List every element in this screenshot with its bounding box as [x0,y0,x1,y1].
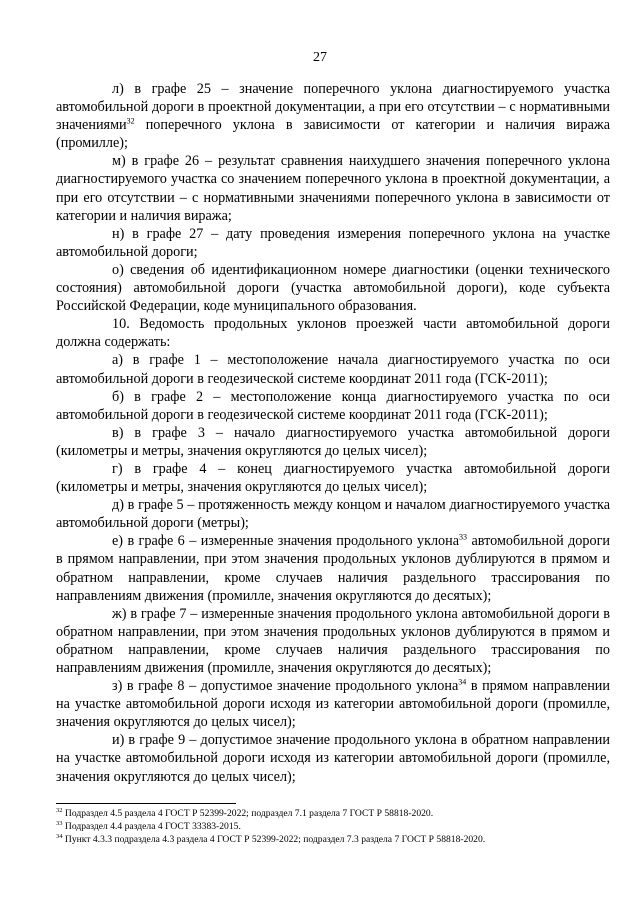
footnote-text: Подраздел 4.5 раздела 4 ГОСТ Р 52399-2022; подраздел 7.1 раздела 7 ГОСТ Р 58818-2020. [62,808,434,819]
paragraph-text: г) в графе 4 – конец диагностируемого участка автомобильной дороги (километры и метры, значения округляются до целых чисел); [56,460,610,496]
paragraph-text: м) в графе 26 – результат сравнения наихудшего значения поперечного уклона диагностируемого участка со значением поперечного уклона в проектной документации, а при его отсутствии – с нормативными значениями поперечного уклона в зависимости от категории и наличия виража; [56,153,610,224]
paragraph-text-tail: автомобильной дороги в прямом направлении, при этом значения продольных уклонов дублируются в прямом и обратном направлении, кроме случаев наличия раздельного трассирования по направлениям движения (промилле, значения округляются до десятых); [56,533,610,604]
footnote-number: 34 [56,832,63,840]
page-number: 27 [313,50,327,65]
paragraph-text: б) в графе 2 – местоположение конца диагностируемого участка по оси автомобильной дороги в геодезической системе координат 2011 года (ГСК-2011); [56,388,610,423]
paragraph [56,677,610,731]
paragraph-text: д) в графе 5 – протяженность между концом и началом диагностируемого участка автомобильной дороги (метры); [56,497,610,532]
paragraph-text: в) в графе 3 – начало диагностируемого участка автомобильной дороги (километры и метры, значения округляются до целых чисел); [56,424,610,459]
paragraph-text: о) сведения об идентификационном номере диагностики (оценки технического состояния) автомобильной дороги (участка автомобильной дороги), коде субъекта Российской Федерации, коде муниципального образования. [56,261,610,315]
paragraph-text-tail: поперечного уклона в зависимости от категории и наличия виража (промилле); [56,117,610,152]
paragraph [56,731,610,785]
footnote [56,807,616,820]
paragraph-text: ж) в графе 7 – измеренные значения продольного уклона автомобильной дороги в обратном направлении, при этом значения продольных уклонов дублируются в прямом и обратном направлении, кроме случаев наличия раздельного трассирования по направлениям движения (промилле, значения округляются до десятых); [56,605,610,676]
paragraph [56,261,610,315]
footnote-ref[interactable]: 33 [459,532,468,542]
paragraph [56,315,610,351]
paragraph [56,152,610,224]
paragraph [56,225,610,261]
paragraph [56,532,610,604]
paragraph-text: а) в графе 1 – местоположение начала диагностируемого участка по оси автомобильной дороги в геодезической системе координат 2011 года (ГСК-2011); [56,352,610,387]
paragraph [56,496,610,532]
paragraph [56,605,610,677]
paragraph [56,460,610,496]
footnote-ref[interactable]: 34 [458,677,467,687]
paragraph-text: 10. Ведомость продольных уклонов проезжей части автомобильной дороги должна содержать: [56,316,610,351]
paragraph-text: и) в графе 9 – допустимое значение продольного уклона в обратном направлении на участке автомобильной дороги исходя из категории автомобильной дороги (промилле, значения округляются до целых чисел); [56,732,610,785]
paragraph [56,80,610,152]
footnotes [56,807,616,846]
paragraph-text: е) в графе 6 – измеренные значения продольного уклона [112,533,460,550]
footnote-divider [56,803,236,804]
footnote-number: 33 [56,819,63,827]
paragraph [56,424,610,460]
paragraph-text-tail: в прямом направлении на участке автомобильной дороги исходя из категории автомобильной дороги (промилле, значения округляются до целых чисел); [56,678,610,731]
paragraph-text: н) в графе 27 – дату проведения измерения поперечного уклона на участке автомобильной дороги; [56,225,610,260]
footnote-number: 32 [56,806,63,814]
footnote [56,833,616,846]
paragraph [56,351,610,387]
paragraph-text: з) в графе 8 – допустимое значение продольного уклона [112,678,459,695]
footnote-ref[interactable]: 32 [126,116,135,126]
footnote [56,820,616,833]
footnote-text: Подраздел 4.4 раздела 4 ГОСТ 33383-2015. [62,821,241,832]
paragraph-text: л) в графе 25 – значение поперечного уклона диагностируемого участка автомобильной дороги в проектной документации, а при его отсутствии – с нормативными значениями [56,81,610,134]
footnote-text: Пункт 4.3.3 подраздела 4.3 раздела 4 ГОСТ Р 52399-2022; подраздел 7.3 раздела 7 ГОСТ Р 58818-2020. [62,834,486,845]
paragraph [56,388,610,424]
body-text [56,80,610,786]
